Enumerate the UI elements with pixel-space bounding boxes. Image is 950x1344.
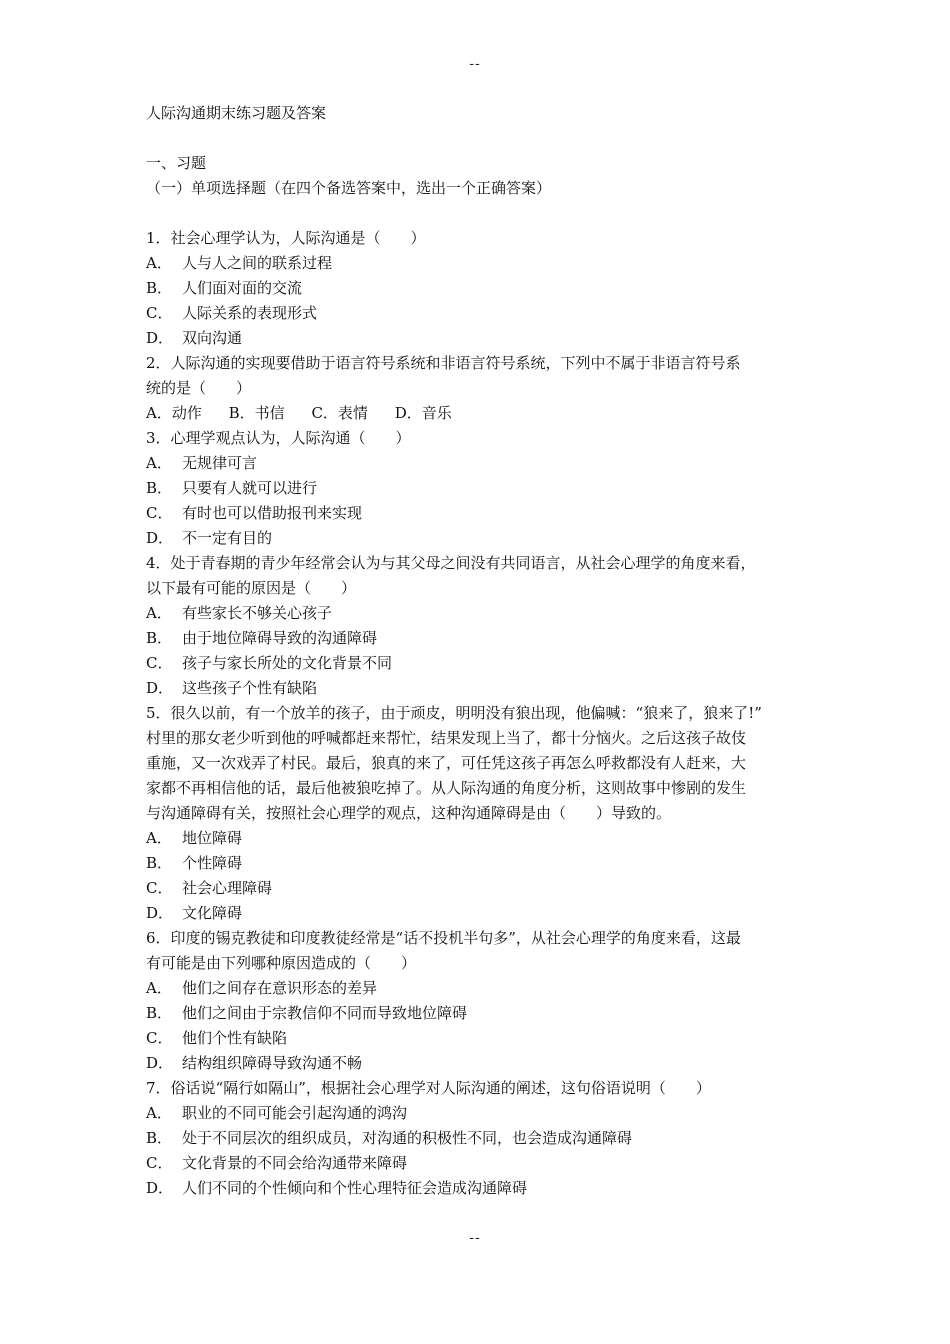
inline-options [146,401,816,426]
question-stem-line: 与沟通障碍有关，按照社会心理学的观点，这种沟通障碍是由（ ）导致的。 [146,804,672,822]
option-letter: C． [146,879,173,897]
option-letter: C． [146,1154,173,1172]
option-text: 无规律可言 [182,454,258,472]
option-d [146,901,816,926]
option-text: 处于不同层次的组织成员，对沟通的积极性不同，也会造成沟通障碍 [182,1129,633,1147]
option-text: 人们不同的个性倾向和个性心理特征会造成沟通障碍 [182,1179,528,1197]
option-a [146,1101,816,1126]
option-letter: A． [146,254,172,272]
question-3 [146,426,816,551]
document-body [146,101,816,1201]
option-letter: D． [146,1179,174,1197]
option-text: 他们之间由于宗教信仰不同而导致地位障碍 [182,1004,468,1022]
option-letter: C． [146,304,173,322]
option-text: 人际关系的表现形式 [182,304,318,322]
option-text: 只要有人就可以进行 [182,479,318,497]
option-letter: B． [146,479,173,497]
question-stem-line: 重施，又一次戏弄了村民。最后，狼真的来了，可任凭这孩子再怎么呼救都没有人赶来，大 [146,754,747,772]
option-text: 孩子与家长所处的文化背景不同 [182,654,393,672]
option-b [146,1001,816,1026]
option-text: 由于地位障碍导致的沟通障碍 [182,629,378,647]
header-mark: -- [469,56,481,72]
option-text: 人们面对面的交流 [182,279,303,297]
option-letter: B． [146,279,173,297]
option-text: 文化背景的不同会给沟通带来障碍 [182,1154,408,1172]
option-letter: B． [146,854,173,872]
option-c [146,651,816,676]
option-letter: A． [146,604,172,622]
option-letter: D． [146,904,174,922]
option-text: 结构组织障碍导致沟通不畅 [182,1054,363,1072]
question-5 [146,701,816,926]
option-letter: D． [146,679,174,697]
option-text: 职业的不同可能会引起沟通的鸿沟 [182,1104,408,1122]
option-text: 社会心理障碍 [182,879,273,897]
option-letter: B． [146,629,173,647]
option-letter: D． [146,529,174,547]
option-a [146,826,816,851]
option-a [146,251,816,276]
option-d [146,1176,816,1201]
option-text: 地位障碍 [182,829,243,847]
question-stem-line: 6．印度的锡克教徒和印度教徒经常是“话不投机半句多”，从社会心理学的角度来看，这最 [146,929,741,947]
option-text: 个性障碍 [182,854,243,872]
option-text: 有时也可以借助报刊来实现 [182,504,363,522]
option-c [146,876,816,901]
spacer [146,201,816,226]
option-text: 不一定有目的 [182,529,273,547]
option-letter: A． [146,454,172,472]
option-letter: B． [146,1129,173,1147]
option-b [146,1126,816,1151]
question-stem: 1．社会心理学认为，人际沟通是（ ） [146,229,426,247]
question-7 [146,1076,816,1201]
option-letter: B． [146,1004,173,1022]
option-letter: C． [146,1029,173,1047]
spacer [146,126,816,151]
option-a [146,451,816,476]
option-b [146,476,816,501]
option-a: A．动作 [146,404,202,422]
option-d [146,526,816,551]
question-1 [146,226,816,351]
option-d [146,676,816,701]
question-4 [146,551,816,701]
option-c [146,1026,816,1051]
option-b [146,626,816,651]
option-a [146,601,816,626]
question-6 [146,926,816,1076]
option-text: 他们之间存在意识形态的差异 [182,979,378,997]
question-stem-line: 有可能是由下列哪种原因造成的（ ） [146,954,417,972]
option-text: 双向沟通 [182,329,243,347]
option-letter: A． [146,979,172,997]
option-letter: A． [146,1104,172,1122]
option-letter: C． [146,654,173,672]
question-stem-line: 统的是（ ） [146,379,252,397]
subsection-title: （一）单项选择题（在四个备选答案中，选出一个正确答案） [146,179,552,197]
option-c [146,301,816,326]
question-stem-line: 2．人际沟通的实现要借助于语言符号系统和非语言符号系统，下列中不属于非语言符号系 [146,354,741,372]
option-c [146,501,816,526]
option-c [146,1151,816,1176]
question-stem: 3．心理学观点认为，人际沟通（ ） [146,429,411,447]
document-title: 人际沟通期末练习题及答案 [146,104,327,122]
option-text: 这些孩子个性有缺陷 [182,679,318,697]
option-a [146,976,816,1001]
option-text: 人与人之间的联系过程 [182,254,333,272]
option-b [146,851,816,876]
option-text: 他们个性有缺陷 [182,1029,288,1047]
option-letter: C． [146,504,173,522]
question-stem-line: 4．处于青春期的青少年经常会认为与其父母之间没有共同语言，从社会心理学的角度来看， [146,554,756,572]
option-d: D．音乐 [394,404,452,422]
question-stem-line: 5．很久以前，有一个放羊的孩子，由于顽皮，明明没有狼出现，他偏喊：“狼来了，狼来了!” [146,704,762,722]
option-text: 有些家长不够关心孩子 [182,604,333,622]
question-2 [146,351,816,426]
option-letter: A． [146,829,172,847]
question-stem-line: 村里的那女老少听到他的呼喊都赶来帮忙，结果发现上当了，都十分恼火。之后这孩子故伎 [146,729,747,747]
option-b [146,276,816,301]
footer-mark: -- [469,1230,481,1246]
option-letter: D． [146,329,174,347]
question-stem: 7．俗话说“隔行如隔山”，根据社会心理学对人际沟通的阐述，这句俗语说明（ ） [146,1079,711,1097]
question-stem-line: 以下最有可能的原因是（ ） [146,579,357,597]
option-c: C．表情 [311,404,368,422]
option-d [146,326,816,351]
section-title: 一、习题 [146,154,207,172]
option-d [146,1051,816,1076]
question-stem-line: 家都不再相信他的话，最后他被狼吃掉了。从人际沟通的角度分析，这则故事中惨剧的发生 [146,779,747,797]
option-letter: D． [146,1054,174,1072]
option-b: B．书信 [228,404,285,422]
option-text: 文化障碍 [182,904,243,922]
